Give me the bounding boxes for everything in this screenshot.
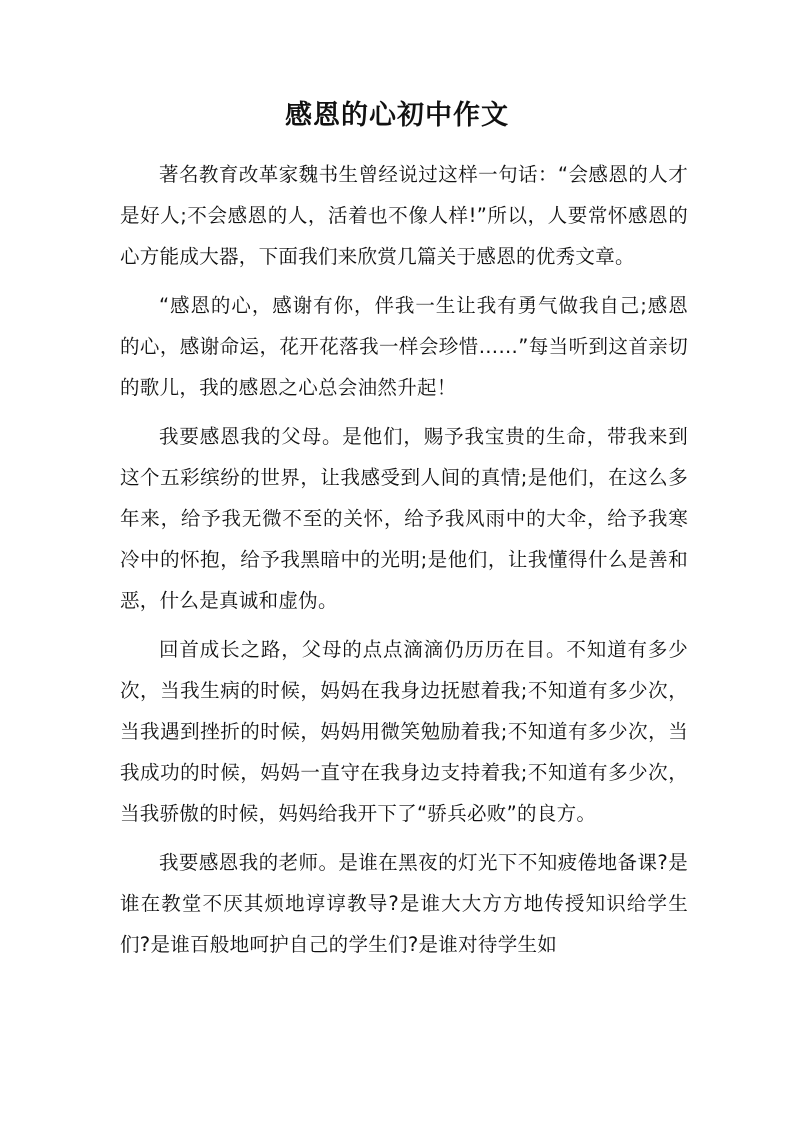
paragraph-intro: 著名教育改革家魏书生曾经说过这样一句话：“会感恩的人才是好人;不会感恩的人，活着也不像人样!”所以，人要常怀感恩的心方能成大器，下面我们来欣赏几篇关于感恩的优秀文章。 <box>120 163 688 268</box>
paragraph-song-quote: “感恩的心，感谢有你，伴我一生让我有勇气做我自己;感恩的心，感谢命运，花开花落我一样会珍惜……”每当听到这首亲切的歌儿，我的感恩之心总会油然升起！ <box>120 294 688 399</box>
paragraph-teachers: 我要感恩我的老师。是谁在黑夜的灯光下不知疲倦地备课?是谁在教堂不厌其烦地谆谆教导?是谁大大方方地传授知识给学生们?是谁百般地呵护自己的学生们?是谁对待学生如 <box>120 851 688 956</box>
paragraph-parents: 我要感恩我的父母。是他们，赐予我宝贵的生命，带我来到这个五彩缤纷的世界，让我感受到人间的真情;是他们，在这么多年来，给予我无微不至的关怀，给予我风雨中的大伞，给予我寒冷中的怀抱，给予我黑暗中的光明;是他们，让我懂得什么是善和恶，什么是真诚和虚伪。 <box>120 425 688 612</box>
document-body <box>120 154 688 973</box>
document-title: 感恩的心初中作文 <box>285 100 509 131</box>
paragraph-growth-memories: 回首成长之路，父母的点点滴滴仍历历在目。不知道有多少次，当我生病的时候，妈妈在我身边抚慰着我;不知道有多少次，当我遇到挫折的时候，妈妈用微笑勉励着我;不知道有多少次，当我成功的时候，妈妈一直守在我身边支持着我;不知道有多少次，当我骄傲的时候，妈妈给我开下了“骄兵必败”的良方。 <box>120 638 688 825</box>
